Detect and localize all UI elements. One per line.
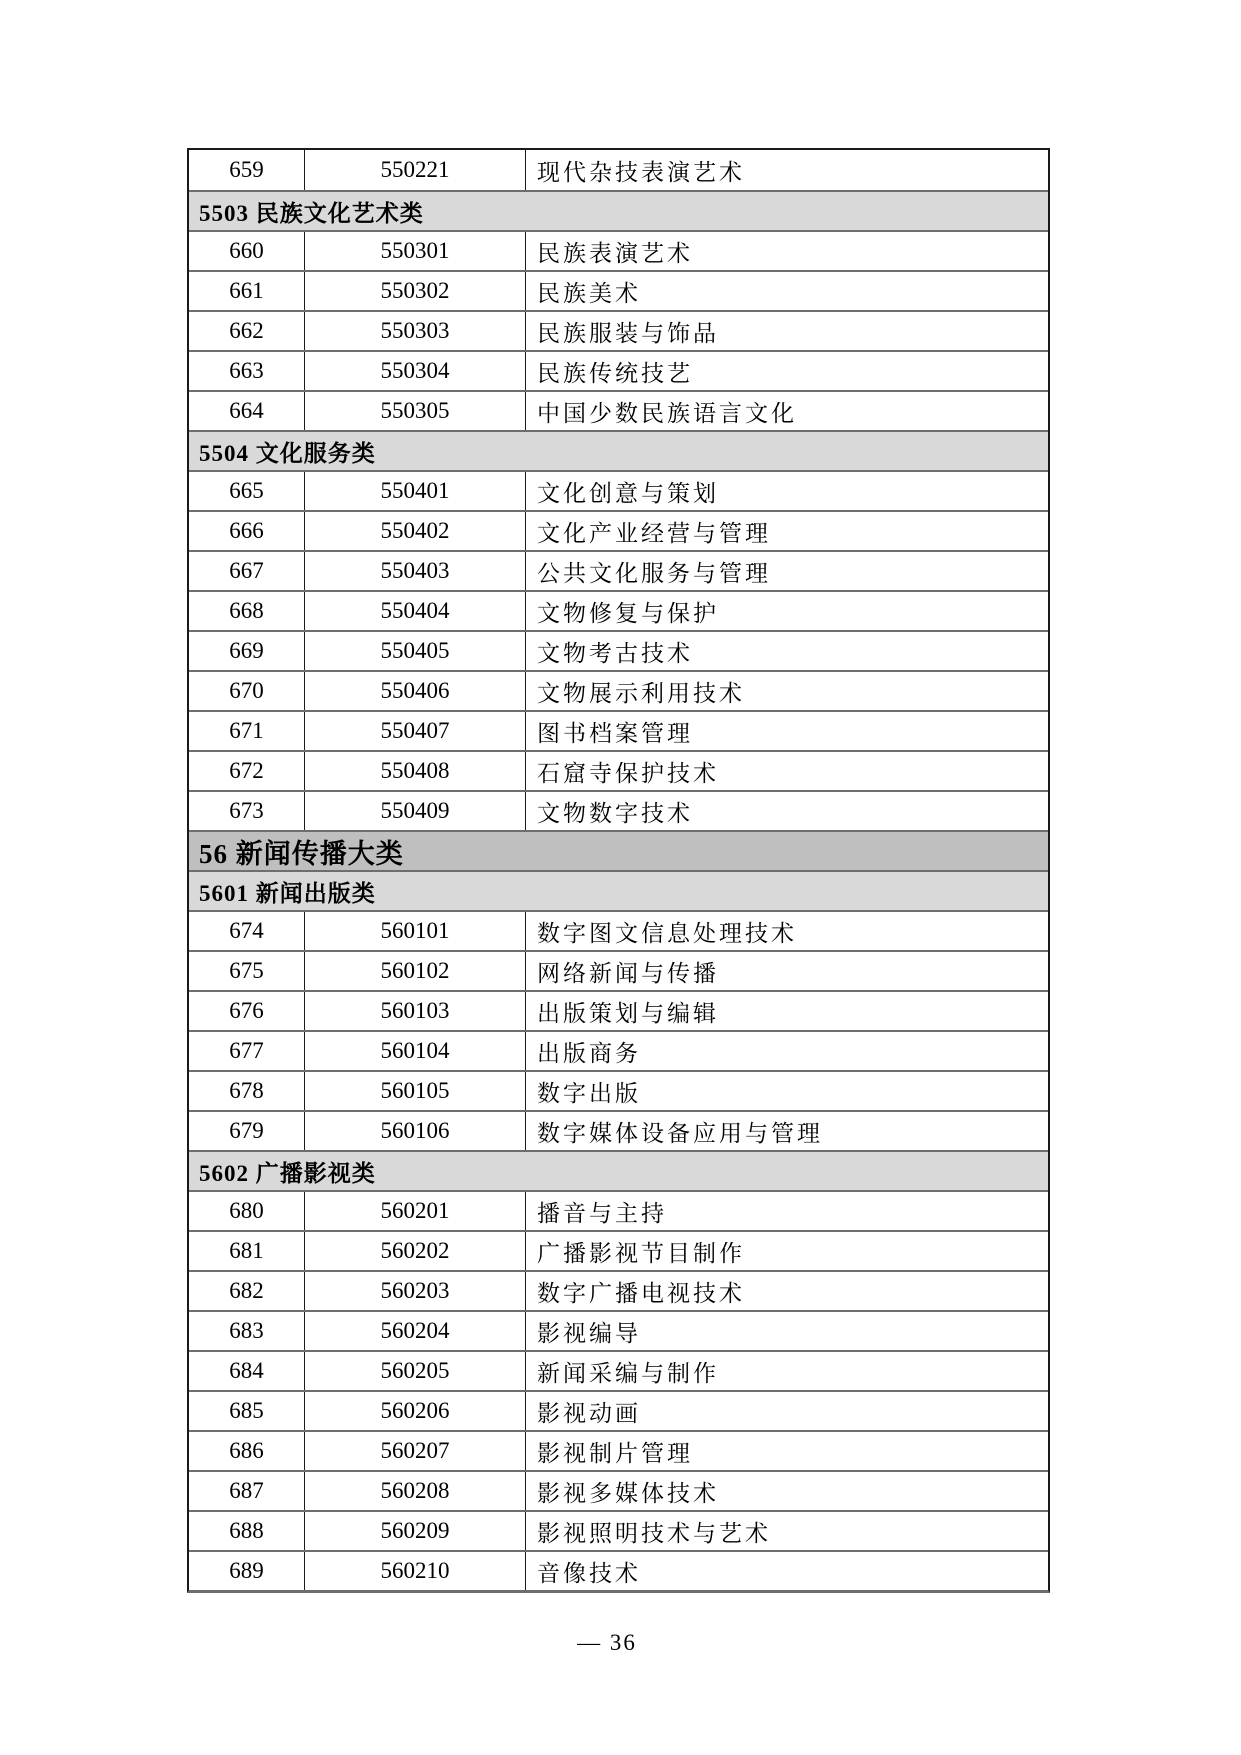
row-number: 670 bbox=[189, 672, 305, 710]
table-row bbox=[189, 310, 1048, 350]
major-code: 560102 bbox=[305, 952, 526, 990]
major-code: 560204 bbox=[305, 1312, 526, 1350]
major-name: 音像技术 bbox=[537, 1560, 641, 1586]
row-number: 676 bbox=[189, 992, 305, 1030]
table-row bbox=[189, 590, 1048, 630]
section-header-label: 5602 广播影视类 bbox=[199, 1160, 376, 1186]
table-row bbox=[189, 910, 1048, 950]
major-name: 播音与主持 bbox=[537, 1200, 667, 1226]
row-number: 661 bbox=[189, 272, 305, 310]
table-row bbox=[189, 990, 1048, 1030]
section-header-label: 5504 文化服务类 bbox=[199, 440, 376, 466]
row-number: 659 bbox=[189, 150, 305, 190]
row-number: 664 bbox=[189, 392, 305, 430]
major-code: 560206 bbox=[305, 1392, 526, 1430]
table-row bbox=[189, 630, 1048, 670]
row-number: 678 bbox=[189, 1072, 305, 1110]
row-number: 689 bbox=[189, 1552, 305, 1590]
major-name: 数字出版 bbox=[537, 1080, 641, 1106]
page-number: — 36 bbox=[577, 1630, 637, 1655]
major-name: 文物数字技术 bbox=[537, 800, 693, 826]
row-number: 672 bbox=[189, 752, 305, 790]
row-number: 683 bbox=[189, 1312, 305, 1350]
major-code: 560106 bbox=[305, 1112, 526, 1150]
section-header-row bbox=[189, 190, 1048, 230]
major-code: 560203 bbox=[305, 1272, 526, 1310]
major-name: 影视编导 bbox=[537, 1320, 641, 1346]
row-number: 675 bbox=[189, 952, 305, 990]
major-name: 石窟寺保护技术 bbox=[537, 760, 719, 786]
row-number: 671 bbox=[189, 712, 305, 750]
major-name: 广播影视节目制作 bbox=[537, 1240, 745, 1266]
major-code: 560209 bbox=[305, 1512, 526, 1550]
table-row bbox=[189, 350, 1048, 390]
major-name: 民族表演艺术 bbox=[537, 240, 693, 266]
major-header-label: 56 新闻传播大类 bbox=[199, 838, 404, 869]
row-number: 687 bbox=[189, 1472, 305, 1510]
table-row bbox=[189, 790, 1048, 830]
major-name: 现代杂技表演艺术 bbox=[537, 159, 745, 185]
major-code: 560208 bbox=[305, 1472, 526, 1510]
table-row bbox=[189, 1390, 1048, 1430]
major-name: 文化创意与策划 bbox=[537, 480, 719, 506]
section-header-row bbox=[189, 1150, 1048, 1190]
row-number: 684 bbox=[189, 1352, 305, 1390]
major-code: 550305 bbox=[305, 392, 526, 430]
row-number: 677 bbox=[189, 1032, 305, 1070]
major-code: 550409 bbox=[305, 792, 526, 830]
row-number: 680 bbox=[189, 1192, 305, 1230]
major-code: 550408 bbox=[305, 752, 526, 790]
major-name: 图书档案管理 bbox=[537, 720, 693, 746]
major-code: 560103 bbox=[305, 992, 526, 1030]
major-name: 网络新闻与传播 bbox=[537, 960, 719, 986]
major-name: 影视制片管理 bbox=[537, 1440, 693, 1466]
major-name: 影视动画 bbox=[537, 1400, 641, 1426]
section-header-label: 5503 民族文化艺术类 bbox=[199, 200, 424, 226]
major-name: 数字图文信息处理技术 bbox=[537, 920, 797, 946]
table-row bbox=[189, 550, 1048, 590]
row-number: 686 bbox=[189, 1432, 305, 1470]
table-row bbox=[189, 510, 1048, 550]
major-name: 文物修复与保护 bbox=[537, 600, 719, 626]
table-row bbox=[189, 1070, 1048, 1110]
table-row bbox=[189, 750, 1048, 790]
major-name: 中国少数民族语言文化 bbox=[537, 400, 797, 426]
row-number: 660 bbox=[189, 232, 305, 270]
table-row bbox=[189, 710, 1048, 750]
major-name: 新闻采编与制作 bbox=[537, 1360, 719, 1386]
major-code: 560210 bbox=[305, 1552, 526, 1590]
table-row bbox=[189, 230, 1048, 270]
major-code: 550401 bbox=[305, 472, 526, 510]
major-code: 550221 bbox=[305, 150, 526, 190]
table-row bbox=[189, 950, 1048, 990]
table-row bbox=[189, 1270, 1048, 1310]
section-header-row bbox=[189, 430, 1048, 470]
table-row bbox=[189, 1110, 1048, 1150]
row-number: 666 bbox=[189, 512, 305, 550]
major-name: 民族美术 bbox=[537, 280, 641, 306]
major-name: 出版商务 bbox=[537, 1040, 641, 1066]
major-name: 数字广播电视技术 bbox=[537, 1280, 745, 1306]
table-row bbox=[189, 1510, 1048, 1550]
row-number: 669 bbox=[189, 632, 305, 670]
major-code: 550303 bbox=[305, 312, 526, 350]
table-row bbox=[189, 670, 1048, 710]
table-row bbox=[189, 1430, 1048, 1470]
row-number: 668 bbox=[189, 592, 305, 630]
major-name: 影视多媒体技术 bbox=[537, 1480, 719, 1506]
major-code: 550405 bbox=[305, 632, 526, 670]
major-code: 550301 bbox=[305, 232, 526, 270]
major-code: 560101 bbox=[305, 912, 526, 950]
table-row bbox=[189, 270, 1048, 310]
major-code: 550403 bbox=[305, 552, 526, 590]
major-code: 550402 bbox=[305, 512, 526, 550]
major-code: 550304 bbox=[305, 352, 526, 390]
major-code: 560104 bbox=[305, 1032, 526, 1070]
row-number: 685 bbox=[189, 1392, 305, 1430]
row-number: 682 bbox=[189, 1272, 305, 1310]
row-number: 688 bbox=[189, 1512, 305, 1550]
table-row bbox=[189, 150, 1048, 190]
row-number: 667 bbox=[189, 552, 305, 590]
section-header-row bbox=[189, 870, 1048, 910]
major-name: 民族服装与饰品 bbox=[537, 320, 719, 346]
row-number: 665 bbox=[189, 472, 305, 510]
table-row bbox=[189, 1470, 1048, 1510]
table-row bbox=[189, 470, 1048, 510]
major-header-row bbox=[189, 830, 1048, 870]
major-name: 公共文化服务与管理 bbox=[537, 560, 771, 586]
major-name: 数字媒体设备应用与管理 bbox=[537, 1120, 823, 1146]
major-code: 560205 bbox=[305, 1352, 526, 1390]
major-code: 560105 bbox=[305, 1072, 526, 1110]
row-number: 663 bbox=[189, 352, 305, 390]
major-name: 文化产业经营与管理 bbox=[537, 520, 771, 546]
major-code: 550302 bbox=[305, 272, 526, 310]
row-number: 674 bbox=[189, 912, 305, 950]
table-row bbox=[189, 1230, 1048, 1270]
table-row bbox=[189, 390, 1048, 430]
major-name: 文物考古技术 bbox=[537, 640, 693, 666]
major-code: 550406 bbox=[305, 672, 526, 710]
major-code: 550404 bbox=[305, 592, 526, 630]
major-code: 560207 bbox=[305, 1432, 526, 1470]
major-name: 影视照明技术与艺术 bbox=[537, 1520, 771, 1546]
table-row bbox=[189, 1550, 1048, 1590]
table-row bbox=[189, 1310, 1048, 1350]
row-number: 662 bbox=[189, 312, 305, 350]
table-row bbox=[189, 1190, 1048, 1230]
major-name: 出版策划与编辑 bbox=[537, 1000, 719, 1026]
row-number: 673 bbox=[189, 792, 305, 830]
major-code: 550407 bbox=[305, 712, 526, 750]
major-name: 文物展示利用技术 bbox=[537, 680, 745, 706]
major-code: 560202 bbox=[305, 1232, 526, 1270]
row-number: 679 bbox=[189, 1112, 305, 1150]
section-header-label: 5601 新闻出版类 bbox=[199, 880, 376, 906]
major-code: 560201 bbox=[305, 1192, 526, 1230]
table-row bbox=[189, 1030, 1048, 1070]
table-row bbox=[189, 1350, 1048, 1390]
major-name: 民族传统技艺 bbox=[537, 360, 693, 386]
majors-table bbox=[187, 148, 1050, 1593]
row-number: 681 bbox=[189, 1232, 305, 1270]
